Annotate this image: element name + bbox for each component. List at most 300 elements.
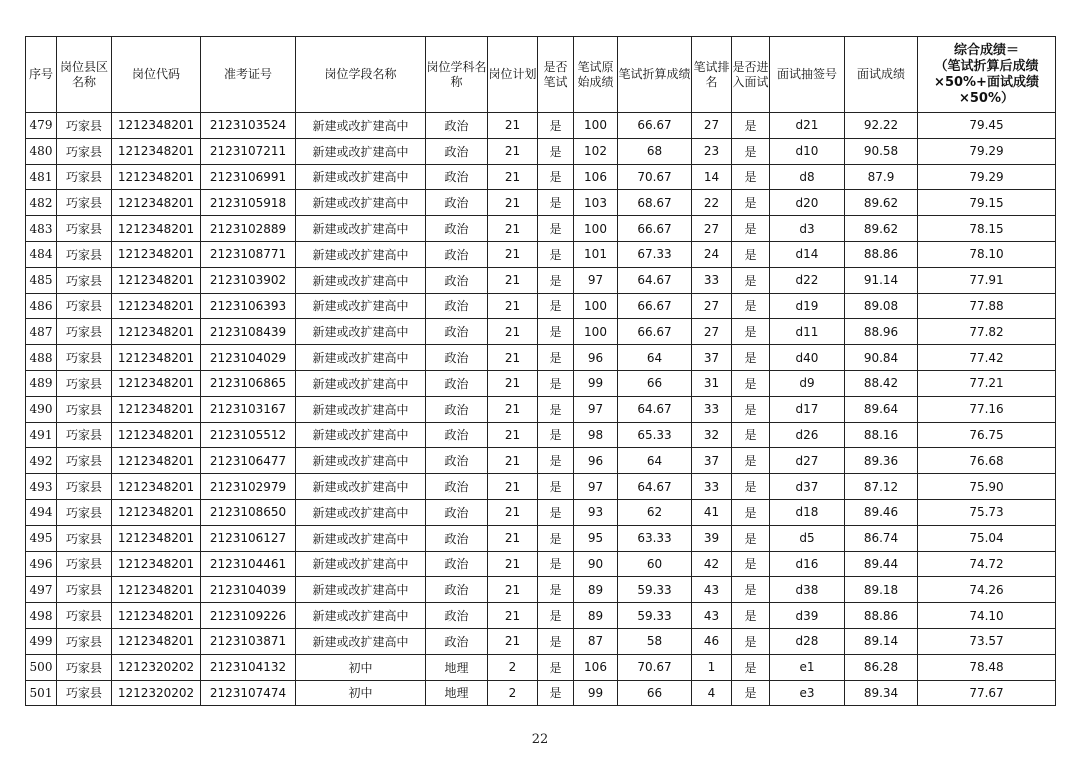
header-total-score <box>918 37 1056 113</box>
cell-interview-score: 89.34 <box>845 680 918 706</box>
cell-subject: 政治 <box>426 396 488 422</box>
cell-converted-score: 68.67 <box>618 190 692 216</box>
cell-post-code: 1212348201 <box>112 474 201 500</box>
cell-written: 是 <box>538 474 574 500</box>
cell-written: 是 <box>538 216 574 242</box>
cell-ticket: 2123108771 <box>201 241 296 267</box>
table-row <box>26 603 1056 629</box>
cell-level: 初中 <box>296 680 426 706</box>
cell-post-code: 1212348201 <box>112 164 201 190</box>
cell-level: 新建或改扩建高中 <box>296 396 426 422</box>
cell-written: 是 <box>538 422 574 448</box>
cell-plan: 21 <box>488 293 538 319</box>
cell-subject: 政治 <box>426 216 488 242</box>
cell-written: 是 <box>538 525 574 551</box>
cell-raw-score: 87 <box>574 628 618 654</box>
cell-plan: 21 <box>488 345 538 371</box>
cell-post-code: 1212348201 <box>112 345 201 371</box>
cell-converted-score: 64 <box>618 345 692 371</box>
cell-post-code: 1212348201 <box>112 499 201 525</box>
cell-interview-score: 86.74 <box>845 525 918 551</box>
cell-draw-number: d17 <box>770 396 845 422</box>
header-total-line2: （笔试折算后成绩 <box>934 58 1039 74</box>
cell-raw-score: 96 <box>574 448 618 474</box>
cell-draw-number: d37 <box>770 474 845 500</box>
cell-seq: 500 <box>26 654 57 680</box>
cell-raw-score: 106 <box>574 164 618 190</box>
cell-interview-entry: 是 <box>732 190 770 216</box>
cell-draw-number: d16 <box>770 551 845 577</box>
cell-seq: 496 <box>26 551 57 577</box>
table-row <box>26 474 1056 500</box>
cell-plan: 21 <box>488 577 538 603</box>
cell-county: 巧家县 <box>57 654 112 680</box>
cell-level: 新建或改扩建高中 <box>296 113 426 139</box>
cell-subject: 政治 <box>426 628 488 654</box>
cell-subject: 政治 <box>426 267 488 293</box>
cell-county: 巧家县 <box>57 603 112 629</box>
cell-raw-score: 100 <box>574 216 618 242</box>
cell-interview-entry: 是 <box>732 525 770 551</box>
cell-post-code: 1212348201 <box>112 525 201 551</box>
cell-converted-score: 70.67 <box>618 654 692 680</box>
cell-raw-score: 100 <box>574 319 618 345</box>
table-row <box>26 499 1056 525</box>
cell-seq: 501 <box>26 680 57 706</box>
cell-seq: 488 <box>26 345 57 371</box>
cell-raw-score: 93 <box>574 499 618 525</box>
cell-total-score: 77.88 <box>918 293 1056 319</box>
cell-draw-number: e1 <box>770 654 845 680</box>
cell-seq: 491 <box>26 422 57 448</box>
header-converted-score: 笔试折算成绩 <box>618 37 692 113</box>
cell-county: 巧家县 <box>57 396 112 422</box>
cell-converted-score: 65.33 <box>618 422 692 448</box>
cell-plan: 21 <box>488 474 538 500</box>
cell-county: 巧家县 <box>57 525 112 551</box>
cell-post-code: 1212348201 <box>112 293 201 319</box>
table-row <box>26 422 1056 448</box>
cell-draw-number: d21 <box>770 113 845 139</box>
table-row <box>26 551 1056 577</box>
cell-rank: 27 <box>692 293 732 319</box>
cell-level: 新建或改扩建高中 <box>296 138 426 164</box>
cell-interview-score: 88.42 <box>845 370 918 396</box>
cell-plan: 21 <box>488 422 538 448</box>
cell-subject: 地理 <box>426 654 488 680</box>
cell-seq: 499 <box>26 628 57 654</box>
cell-post-code: 1212348201 <box>112 216 201 242</box>
cell-interview-score: 89.62 <box>845 190 918 216</box>
header-draw-number: 面试抽签号 <box>770 37 845 113</box>
cell-interview-score: 89.46 <box>845 499 918 525</box>
cell-county: 巧家县 <box>57 551 112 577</box>
cell-ticket: 2123102889 <box>201 216 296 242</box>
cell-county: 巧家县 <box>57 164 112 190</box>
cell-plan: 21 <box>488 628 538 654</box>
cell-total-score: 77.67 <box>918 680 1056 706</box>
cell-interview-score: 89.14 <box>845 628 918 654</box>
cell-written: 是 <box>538 603 574 629</box>
cell-interview-entry: 是 <box>732 241 770 267</box>
cell-ticket: 2123109226 <box>201 603 296 629</box>
cell-seq: 497 <box>26 577 57 603</box>
table-row <box>26 345 1056 371</box>
cell-level: 新建或改扩建高中 <box>296 164 426 190</box>
cell-interview-score: 90.84 <box>845 345 918 371</box>
cell-total-score: 79.29 <box>918 138 1056 164</box>
cell-converted-score: 60 <box>618 551 692 577</box>
header-county: 岗位县区名称 <box>57 37 112 113</box>
cell-interview-entry: 是 <box>732 113 770 139</box>
cell-county: 巧家县 <box>57 370 112 396</box>
cell-total-score: 78.48 <box>918 654 1056 680</box>
cell-raw-score: 96 <box>574 345 618 371</box>
cell-written: 是 <box>538 448 574 474</box>
cell-total-score: 75.73 <box>918 499 1056 525</box>
cell-subject: 政治 <box>426 345 488 371</box>
cell-plan: 2 <box>488 654 538 680</box>
cell-ticket: 2123103871 <box>201 628 296 654</box>
cell-raw-score: 97 <box>574 396 618 422</box>
cell-interview-entry: 是 <box>732 164 770 190</box>
cell-plan: 21 <box>488 525 538 551</box>
cell-subject: 政治 <box>426 113 488 139</box>
cell-written: 是 <box>538 577 574 603</box>
cell-ticket: 2123103167 <box>201 396 296 422</box>
cell-written: 是 <box>538 680 574 706</box>
table-row <box>26 396 1056 422</box>
cell-raw-score: 97 <box>574 474 618 500</box>
header-subject: 岗位学科名称 <box>426 37 488 113</box>
cell-draw-number: d9 <box>770 370 845 396</box>
cell-post-code: 1212348201 <box>112 370 201 396</box>
cell-post-code: 1212320202 <box>112 680 201 706</box>
cell-converted-score: 59.33 <box>618 603 692 629</box>
cell-converted-score: 64.67 <box>618 267 692 293</box>
cell-rank: 24 <box>692 241 732 267</box>
cell-ticket: 2123107474 <box>201 680 296 706</box>
cell-total-score: 77.91 <box>918 267 1056 293</box>
cell-interview-score: 89.18 <box>845 577 918 603</box>
cell-ticket: 2123106393 <box>201 293 296 319</box>
cell-post-code: 1212348201 <box>112 603 201 629</box>
cell-written: 是 <box>538 113 574 139</box>
cell-interview-entry: 是 <box>732 474 770 500</box>
cell-seq: 498 <box>26 603 57 629</box>
header-plan: 岗位计划 <box>488 37 538 113</box>
cell-subject: 政治 <box>426 448 488 474</box>
cell-ticket: 2123106477 <box>201 448 296 474</box>
cell-subject: 政治 <box>426 499 488 525</box>
cell-draw-number: d20 <box>770 190 845 216</box>
cell-written: 是 <box>538 138 574 164</box>
cell-rank: 37 <box>692 448 732 474</box>
cell-interview-entry: 是 <box>732 628 770 654</box>
cell-raw-score: 102 <box>574 138 618 164</box>
cell-interview-entry: 是 <box>732 370 770 396</box>
cell-draw-number: d19 <box>770 293 845 319</box>
cell-raw-score: 99 <box>574 370 618 396</box>
table-header <box>26 37 1056 113</box>
cell-converted-score: 64 <box>618 448 692 474</box>
cell-post-code: 1212320202 <box>112 654 201 680</box>
cell-subject: 政治 <box>426 293 488 319</box>
cell-post-code: 1212348201 <box>112 267 201 293</box>
cell-post-code: 1212348201 <box>112 319 201 345</box>
cell-county: 巧家县 <box>57 267 112 293</box>
cell-level: 新建或改扩建高中 <box>296 190 426 216</box>
table-row <box>26 319 1056 345</box>
cell-converted-score: 66.67 <box>618 293 692 319</box>
cell-ticket: 2123102979 <box>201 474 296 500</box>
cell-ticket: 2123108439 <box>201 319 296 345</box>
cell-total-score: 78.15 <box>918 216 1056 242</box>
cell-total-score: 73.57 <box>918 628 1056 654</box>
header-interview-entry: 是否进入面试 <box>732 37 770 113</box>
cell-raw-score: 100 <box>574 113 618 139</box>
cell-ticket: 2123104029 <box>201 345 296 371</box>
page-number: 22 <box>531 732 549 747</box>
cell-subject: 政治 <box>426 241 488 267</box>
cell-county: 巧家县 <box>57 345 112 371</box>
cell-county: 巧家县 <box>57 422 112 448</box>
cell-ticket: 2123107211 <box>201 138 296 164</box>
cell-interview-entry: 是 <box>732 345 770 371</box>
cell-total-score: 79.45 <box>918 113 1056 139</box>
cell-converted-score: 66.67 <box>618 113 692 139</box>
cell-level: 新建或改扩建高中 <box>296 319 426 345</box>
cell-level: 新建或改扩建高中 <box>296 525 426 551</box>
cell-draw-number: e3 <box>770 680 845 706</box>
cell-total-score: 77.21 <box>918 370 1056 396</box>
cell-plan: 21 <box>488 216 538 242</box>
cell-total-score: 76.75 <box>918 422 1056 448</box>
cell-level: 新建或改扩建高中 <box>296 370 426 396</box>
cell-ticket: 2123103902 <box>201 267 296 293</box>
cell-raw-score: 95 <box>574 525 618 551</box>
cell-rank: 41 <box>692 499 732 525</box>
cell-level: 新建或改扩建高中 <box>296 216 426 242</box>
cell-converted-score: 64.67 <box>618 396 692 422</box>
cell-rank: 23 <box>692 138 732 164</box>
table-row <box>26 654 1056 680</box>
cell-level: 新建或改扩建高中 <box>296 603 426 629</box>
cell-subject: 政治 <box>426 164 488 190</box>
cell-draw-number: d10 <box>770 138 845 164</box>
cell-ticket: 2123106865 <box>201 370 296 396</box>
cell-interview-entry: 是 <box>732 267 770 293</box>
cell-interview-entry: 是 <box>732 319 770 345</box>
cell-county: 巧家县 <box>57 628 112 654</box>
cell-interview-entry: 是 <box>732 499 770 525</box>
cell-written: 是 <box>538 654 574 680</box>
cell-level: 新建或改扩建高中 <box>296 474 426 500</box>
cell-interview-entry: 是 <box>732 654 770 680</box>
cell-post-code: 1212348201 <box>112 190 201 216</box>
cell-rank: 46 <box>692 628 732 654</box>
cell-interview-score: 88.86 <box>845 241 918 267</box>
cell-subject: 政治 <box>426 138 488 164</box>
header-ticket: 准考证号 <box>201 37 296 113</box>
cell-county: 巧家县 <box>57 216 112 242</box>
cell-seq: 494 <box>26 499 57 525</box>
cell-converted-score: 68 <box>618 138 692 164</box>
header-total-line3: ×50%+面试成绩 <box>934 74 1039 90</box>
cell-interview-entry: 是 <box>732 448 770 474</box>
cell-county: 巧家县 <box>57 474 112 500</box>
cell-rank: 42 <box>692 551 732 577</box>
cell-written: 是 <box>538 345 574 371</box>
cell-county: 巧家县 <box>57 499 112 525</box>
cell-rank: 43 <box>692 577 732 603</box>
cell-seq: 483 <box>26 216 57 242</box>
cell-interview-score: 86.28 <box>845 654 918 680</box>
cell-interview-score: 89.36 <box>845 448 918 474</box>
cell-ticket: 2123104461 <box>201 551 296 577</box>
cell-rank: 27 <box>692 216 732 242</box>
cell-ticket: 2123105918 <box>201 190 296 216</box>
cell-subject: 政治 <box>426 577 488 603</box>
cell-interview-entry: 是 <box>732 577 770 603</box>
cell-ticket: 2123104132 <box>201 654 296 680</box>
cell-written: 是 <box>538 396 574 422</box>
cell-rank: 31 <box>692 370 732 396</box>
cell-written: 是 <box>538 241 574 267</box>
cell-seq: 485 <box>26 267 57 293</box>
cell-interview-score: 88.86 <box>845 603 918 629</box>
cell-total-score: 78.10 <box>918 241 1056 267</box>
cell-total-score: 75.90 <box>918 474 1056 500</box>
cell-ticket: 2123106127 <box>201 525 296 551</box>
cell-draw-number: d28 <box>770 628 845 654</box>
cell-rank: 39 <box>692 525 732 551</box>
cell-level: 新建或改扩建高中 <box>296 448 426 474</box>
cell-rank: 27 <box>692 113 732 139</box>
cell-county: 巧家县 <box>57 577 112 603</box>
cell-written: 是 <box>538 267 574 293</box>
cell-converted-score: 66 <box>618 680 692 706</box>
cell-total-score: 77.42 <box>918 345 1056 371</box>
cell-interview-entry: 是 <box>732 422 770 448</box>
cell-county: 巧家县 <box>57 448 112 474</box>
cell-subject: 政治 <box>426 551 488 577</box>
cell-seq: 495 <box>26 525 57 551</box>
cell-converted-score: 66.67 <box>618 319 692 345</box>
cell-interview-entry: 是 <box>732 293 770 319</box>
cell-written: 是 <box>538 190 574 216</box>
cell-level: 新建或改扩建高中 <box>296 499 426 525</box>
cell-written: 是 <box>538 164 574 190</box>
cell-rank: 33 <box>692 267 732 293</box>
cell-rank: 33 <box>692 474 732 500</box>
cell-written: 是 <box>538 370 574 396</box>
cell-interview-entry: 是 <box>732 216 770 242</box>
cell-post-code: 1212348201 <box>112 113 201 139</box>
cell-plan: 21 <box>488 396 538 422</box>
cell-level: 新建或改扩建高中 <box>296 551 426 577</box>
cell-rank: 22 <box>692 190 732 216</box>
cell-post-code: 1212348201 <box>112 448 201 474</box>
cell-level: 新建或改扩建高中 <box>296 422 426 448</box>
cell-rank: 32 <box>692 422 732 448</box>
cell-county: 巧家县 <box>57 293 112 319</box>
cell-post-code: 1212348201 <box>112 577 201 603</box>
table-row <box>26 113 1056 139</box>
cell-plan: 21 <box>488 551 538 577</box>
cell-subject: 政治 <box>426 319 488 345</box>
cell-converted-score: 70.67 <box>618 164 692 190</box>
cell-county: 巧家县 <box>57 680 112 706</box>
table-row <box>26 680 1056 706</box>
cell-total-score: 74.26 <box>918 577 1056 603</box>
cell-rank: 33 <box>692 396 732 422</box>
header-rank: 笔试排名 <box>692 37 732 113</box>
cell-county: 巧家县 <box>57 138 112 164</box>
cell-subject: 政治 <box>426 603 488 629</box>
header-seq: 序号 <box>26 37 57 113</box>
cell-raw-score: 101 <box>574 241 618 267</box>
cell-draw-number: d11 <box>770 319 845 345</box>
table-row <box>26 164 1056 190</box>
cell-total-score: 79.29 <box>918 164 1056 190</box>
table-row <box>26 628 1056 654</box>
cell-interview-entry: 是 <box>732 396 770 422</box>
table-row <box>26 216 1056 242</box>
cell-converted-score: 63.33 <box>618 525 692 551</box>
header-interview-score: 面试成绩 <box>845 37 918 113</box>
cell-seq: 480 <box>26 138 57 164</box>
table-row <box>26 190 1056 216</box>
cell-post-code: 1212348201 <box>112 241 201 267</box>
cell-ticket: 2123106991 <box>201 164 296 190</box>
cell-total-score: 79.15 <box>918 190 1056 216</box>
cell-plan: 21 <box>488 319 538 345</box>
cell-plan: 21 <box>488 190 538 216</box>
cell-draw-number: d39 <box>770 603 845 629</box>
cell-rank: 43 <box>692 603 732 629</box>
cell-rank: 14 <box>692 164 732 190</box>
cell-interview-score: 87.12 <box>845 474 918 500</box>
header-written: 是否笔试 <box>538 37 574 113</box>
cell-interview-entry: 是 <box>732 138 770 164</box>
table-row <box>26 241 1056 267</box>
cell-interview-score: 91.14 <box>845 267 918 293</box>
cell-interview-score: 88.16 <box>845 422 918 448</box>
table-body <box>26 113 1056 706</box>
cell-raw-score: 97 <box>574 267 618 293</box>
cell-post-code: 1212348201 <box>112 396 201 422</box>
cell-seq: 492 <box>26 448 57 474</box>
cell-level: 初中 <box>296 654 426 680</box>
table-row <box>26 577 1056 603</box>
cell-raw-score: 99 <box>574 680 618 706</box>
cell-total-score: 77.16 <box>918 396 1056 422</box>
cell-ticket: 2123108650 <box>201 499 296 525</box>
cell-draw-number: d8 <box>770 164 845 190</box>
cell-raw-score: 89 <box>574 577 618 603</box>
cell-raw-score: 90 <box>574 551 618 577</box>
cell-draw-number: d27 <box>770 448 845 474</box>
cell-interview-score: 92.22 <box>845 113 918 139</box>
cell-converted-score: 67.33 <box>618 241 692 267</box>
header-raw-score: 笔试原始成绩 <box>574 37 618 113</box>
cell-interview-entry: 是 <box>732 680 770 706</box>
cell-subject: 地理 <box>426 680 488 706</box>
cell-seq: 484 <box>26 241 57 267</box>
cell-interview-score: 89.44 <box>845 551 918 577</box>
cell-plan: 21 <box>488 448 538 474</box>
